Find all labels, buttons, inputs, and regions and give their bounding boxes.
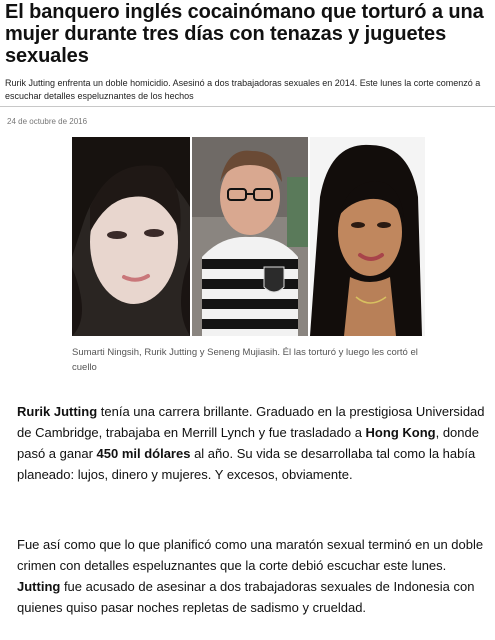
paragraph-text: tenía una carrera brillante. Graduado en la prestigiosa Universidad de Cambridge, trabajaba en Merrill Lynch y fue trasladado a bbox=[17, 404, 485, 440]
salary-bold: 450 mil dólares bbox=[96, 446, 191, 461]
article-paragraph-2 bbox=[17, 534, 485, 618]
header-divider bbox=[0, 106, 495, 107]
publication-date: 24 de octubre de 2016 bbox=[7, 117, 88, 126]
paragraph-text: Fue así como que lo que planificó como una maratón sexual terminó en un doble crimen con detalles espeluznantes que la corte debió escuchar este lunes. bbox=[17, 537, 484, 573]
person-name-bold: Rurik Jutting bbox=[17, 404, 98, 419]
photo-portrait-right bbox=[310, 137, 425, 336]
paragraph-text: al año. Su vida se desarrollaba tal como la había planeado: lujos, dinero y mujeres. Y excesos, obviamente. bbox=[17, 446, 476, 482]
article-photo bbox=[72, 137, 425, 336]
article-subheadline: Rurik Jutting enfrenta un doble homicidio. Asesinó a dos trabajadoras sexuales en 2014. Este lunes la corte comenzó a escuchar detalles espeluznantes de los hechos bbox=[5, 78, 481, 101]
article-paragraph-1 bbox=[17, 401, 485, 485]
photo-caption: Sumarti Ningsih, Rurik Jutting y Seneng Mujiasih. Él las torturó y luego les cortó el cuello bbox=[72, 347, 418, 373]
paragraph-text: , donde pasó a ganar bbox=[17, 425, 479, 461]
person-name-bold: Jutting bbox=[17, 579, 61, 594]
photo-portrait-left bbox=[72, 137, 190, 336]
paragraph-text: fue acusado de asesinar a dos trabajadoras sexuales de Indonesia con quienes quiso pasar noches repletas de sadismo y crueldad. bbox=[17, 579, 475, 615]
article-headline: El banquero inglés cocainómano que torturó a una mujer durante tres días con tenazas y juguetes sexuales bbox=[5, 1, 484, 67]
place-name-bold: Hong Kong bbox=[365, 425, 436, 440]
photo-portrait-center bbox=[192, 137, 308, 336]
